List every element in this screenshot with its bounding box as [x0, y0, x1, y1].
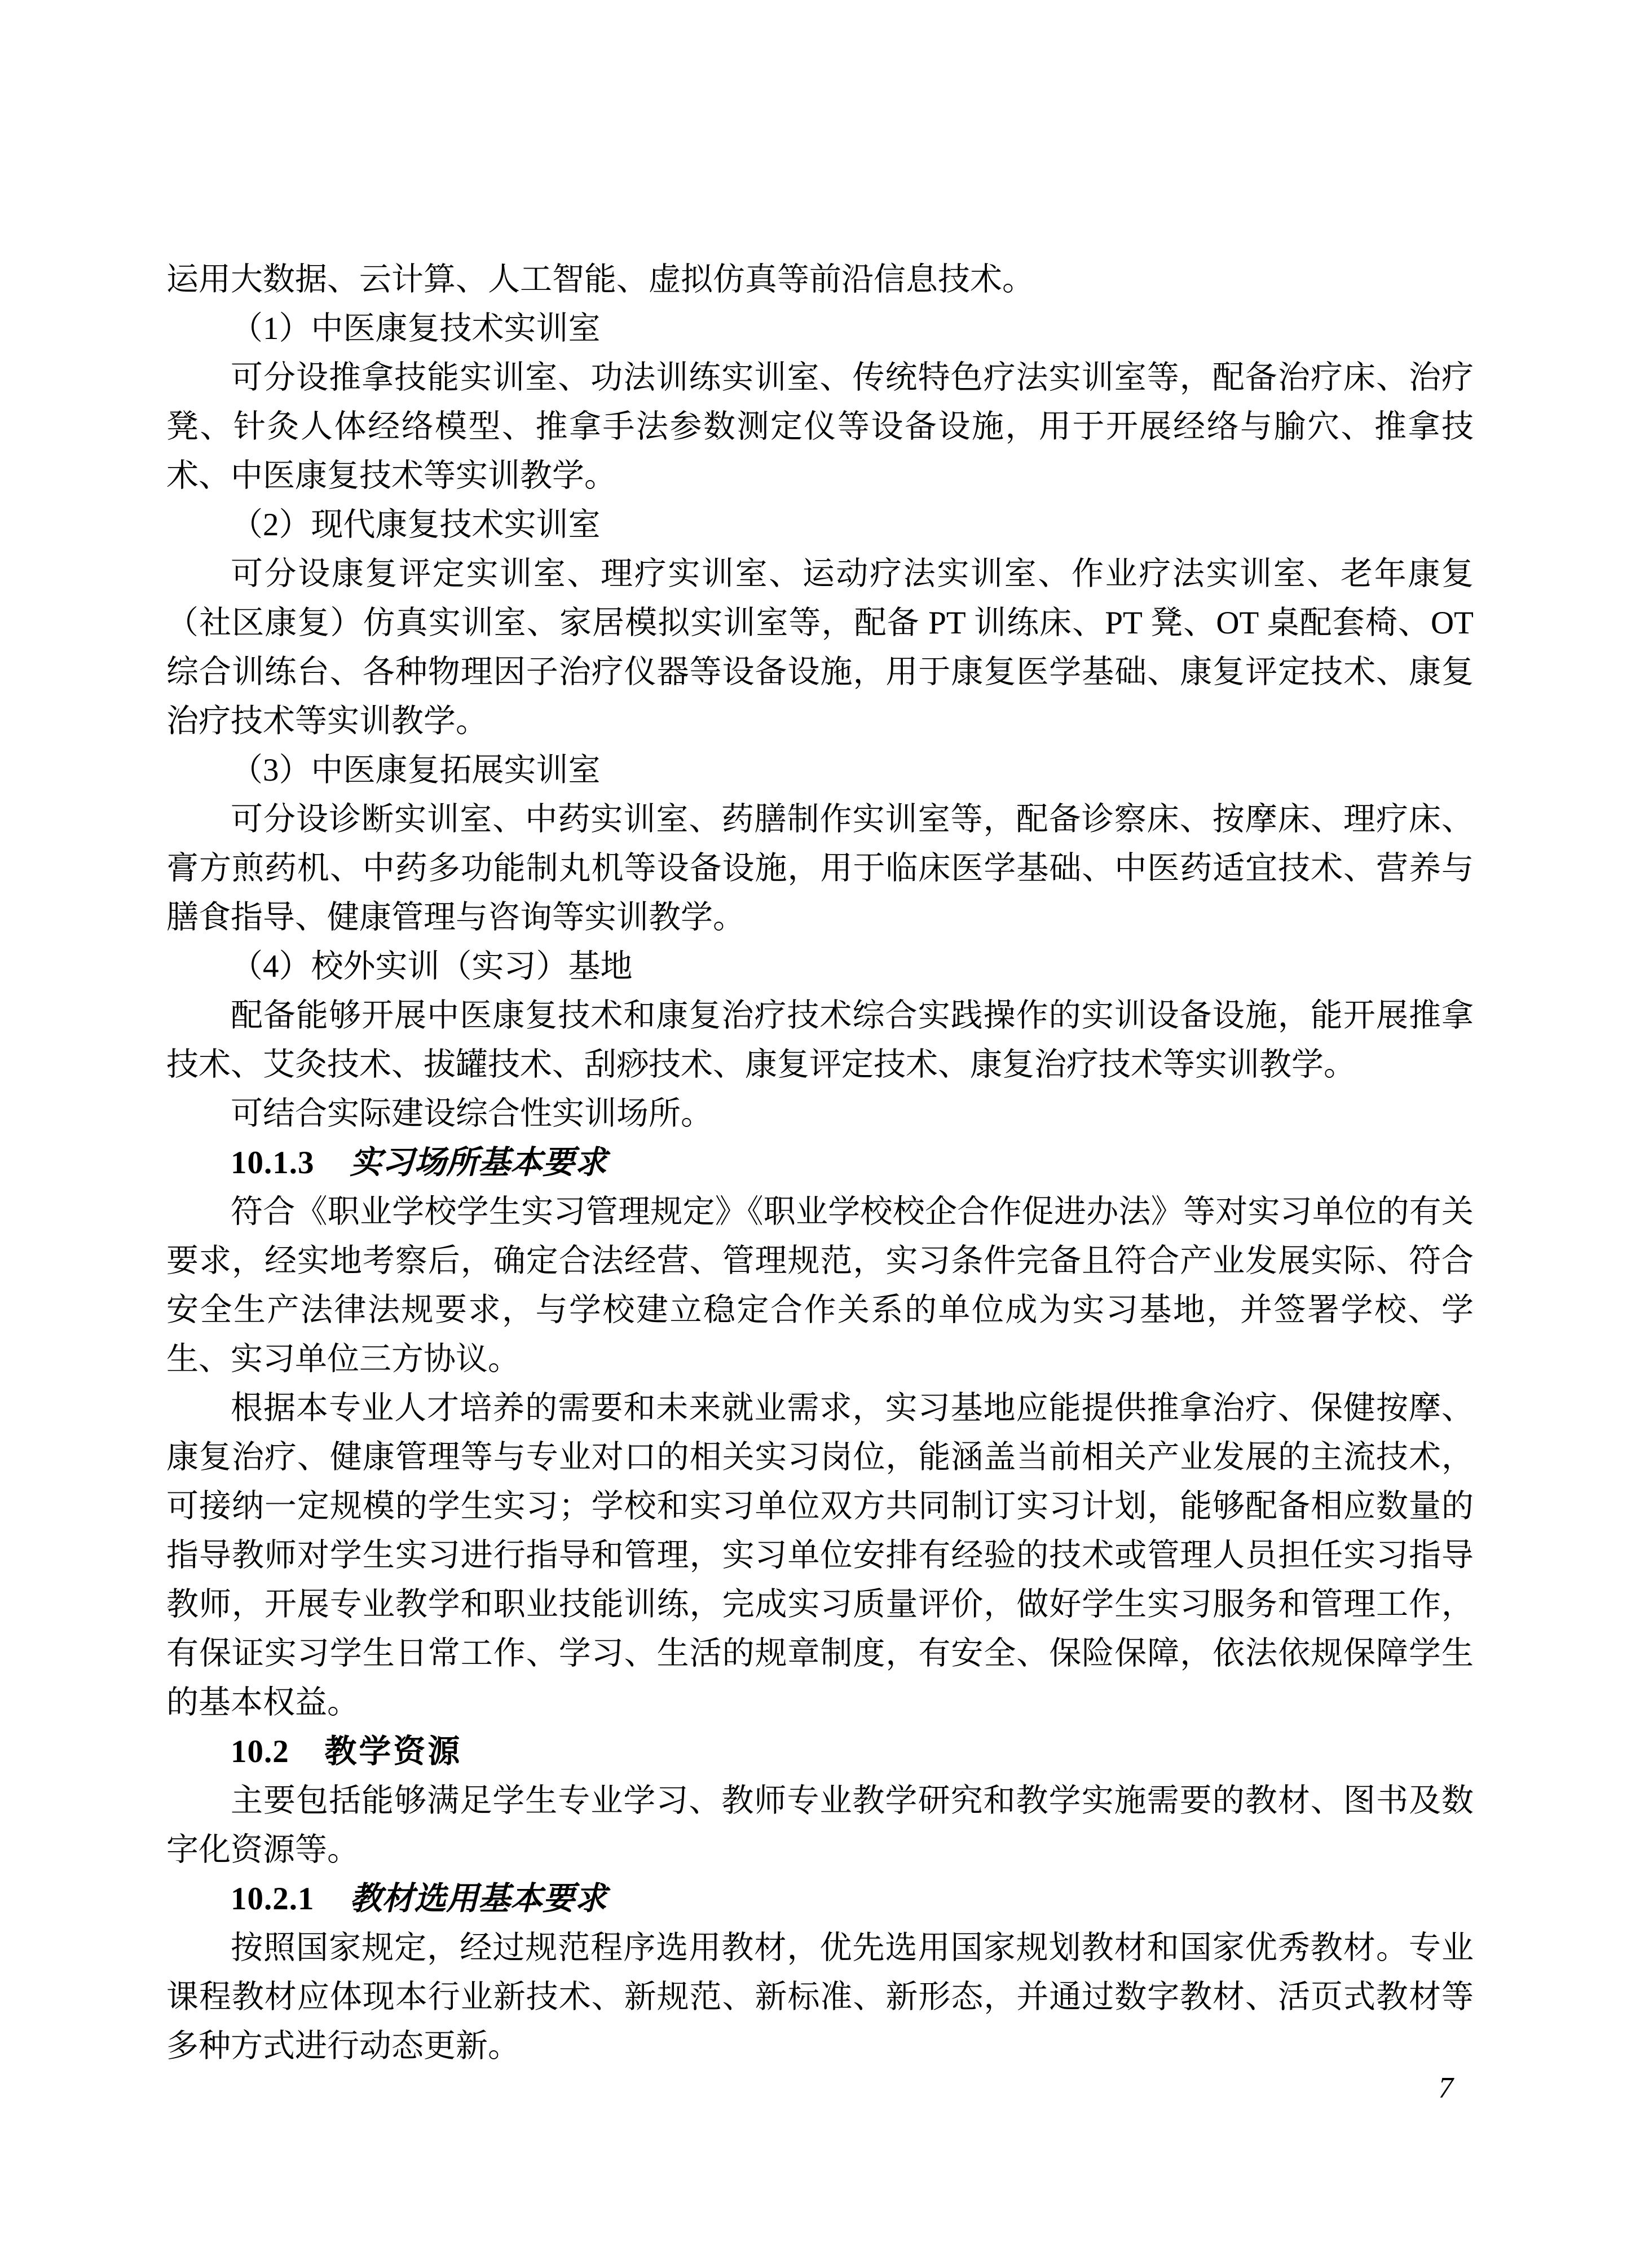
paragraph: 根据本专业人才培养的需要和未来就业需求，实习基地应能提供推拿治疗、保健按摩、康复治疗、健康管理等与专业对口的相关实习岗位，能涵盖当前相关产业发展的主流技术，可接纳一定规模的学生实习；学校和实习单位双方共同制订实习计划，能够配备相应数量的指导教师对学生实习进行指导和管理，实习单位安排有经验的技术或管理人员担任实习指导教师，开展专业教学和职业技能训练，完成实习质量评价，做好学生实习服务和管理工作，有保证实习学生日常工作、学习、生活的规章制度，有安全、保险保障，依法依规保障学生的基本权益。 [166, 1390, 1474, 1720]
paragraph: （2）现代康复技术实训室 [231, 507, 601, 543]
paragraph: 配备能够开展中医康复技术和康复治疗技术综合实践操作的实训设备设施，能开展推拿技术、艾灸技术、拔罐技术、刮痧技术、康复评定技术、康复治疗技术等实训教学。 [166, 998, 1474, 1082]
section-title: 教材选用基本要求 [350, 1881, 607, 1917]
section-number: 10.2 [231, 1734, 289, 1769]
paragraph: 可分设诊断实训室、中药实训室、药膳制作实训室等，配备诊察床、按摩床、理疗床、膏方煎药机、中药多功能制丸机等设备设施，用于临床医学基础、中医药适宜技术、营养与膳食指导、健康管理与咨询等实训教学。 [166, 801, 1474, 935]
document-body [166, 255, 1474, 2071]
paragraph: （3）中医康复拓展实训室 [231, 752, 601, 788]
section-number: 10.1.3 [231, 1145, 315, 1181]
paragraph: 可分设康复评定实训室、理疗实训室、运动疗法实训室、作业疗法实训室、老年康复（社区康复）仿真实训室、家居模拟实训室等，配备 PT 训练床、PT 凳、OT 桌配套椅、OT 综合训练台、各种物理因子治疗仪器等设备设施，用于康复医学基础、康复评定技术、康复治疗技术等实训教学。 [166, 556, 1474, 739]
section-heading-10-2 [166, 1727, 1474, 1776]
section-heading-10-1-3 [166, 1138, 1474, 1187]
section-heading-10-2-1 [166, 1874, 1474, 1923]
section-title: 教学资源 [324, 1734, 462, 1769]
section-title: 实习场所基本要求 [350, 1145, 607, 1181]
page-number: 7 [1438, 2072, 1453, 2104]
section-number: 10.2.1 [231, 1881, 315, 1917]
paragraph: （4）校外实训（实习）基地 [231, 949, 633, 984]
paragraph: 可分设推拿技能实训室、功法训练实训室、传统特色疗法实训室等，配备治疗床、治疗凳、针灸人体经络模型、推拿手法参数测定仪等设备设施，用于开展经络与腧穴、推拿技术、中医康复技术等实训教学。 [166, 360, 1474, 494]
paragraph-continuation: 运用大数据、云计算、人工智能、虚拟仿真等前沿信息技术。 [166, 262, 1034, 297]
paragraph: 可结合实际建设综合性实训场所。 [231, 1096, 713, 1131]
paragraph: 主要包括能够满足学生专业学习、教师专业教学研究和教学实施需要的教材、图书及数字化资源等。 [166, 1783, 1474, 1868]
paragraph: 符合《职业学校学生实习管理规定》《职业学校校企合作促进办法》等对实习单位的有关要求，经实地考察后，确定合法经营、管理规范，实习条件完备且符合产业发展实际、符合安全生产法律法规要求，与学校建立稳定合作关系的单位成为实习基地，并签署学校、学生、实习单位三方协议。 [166, 1194, 1474, 1377]
paragraph: （1）中医康复技术实训室 [231, 311, 601, 346]
paragraph: 按照国家规定，经过规范程序选用教材，优先选用国家规划教材和国家优秀教材。专业课程教材应体现本行业新技术、新规范、新标准、新形态，并通过数字教材、活页式教材等多种方式进行动态更新。 [166, 1930, 1474, 2064]
